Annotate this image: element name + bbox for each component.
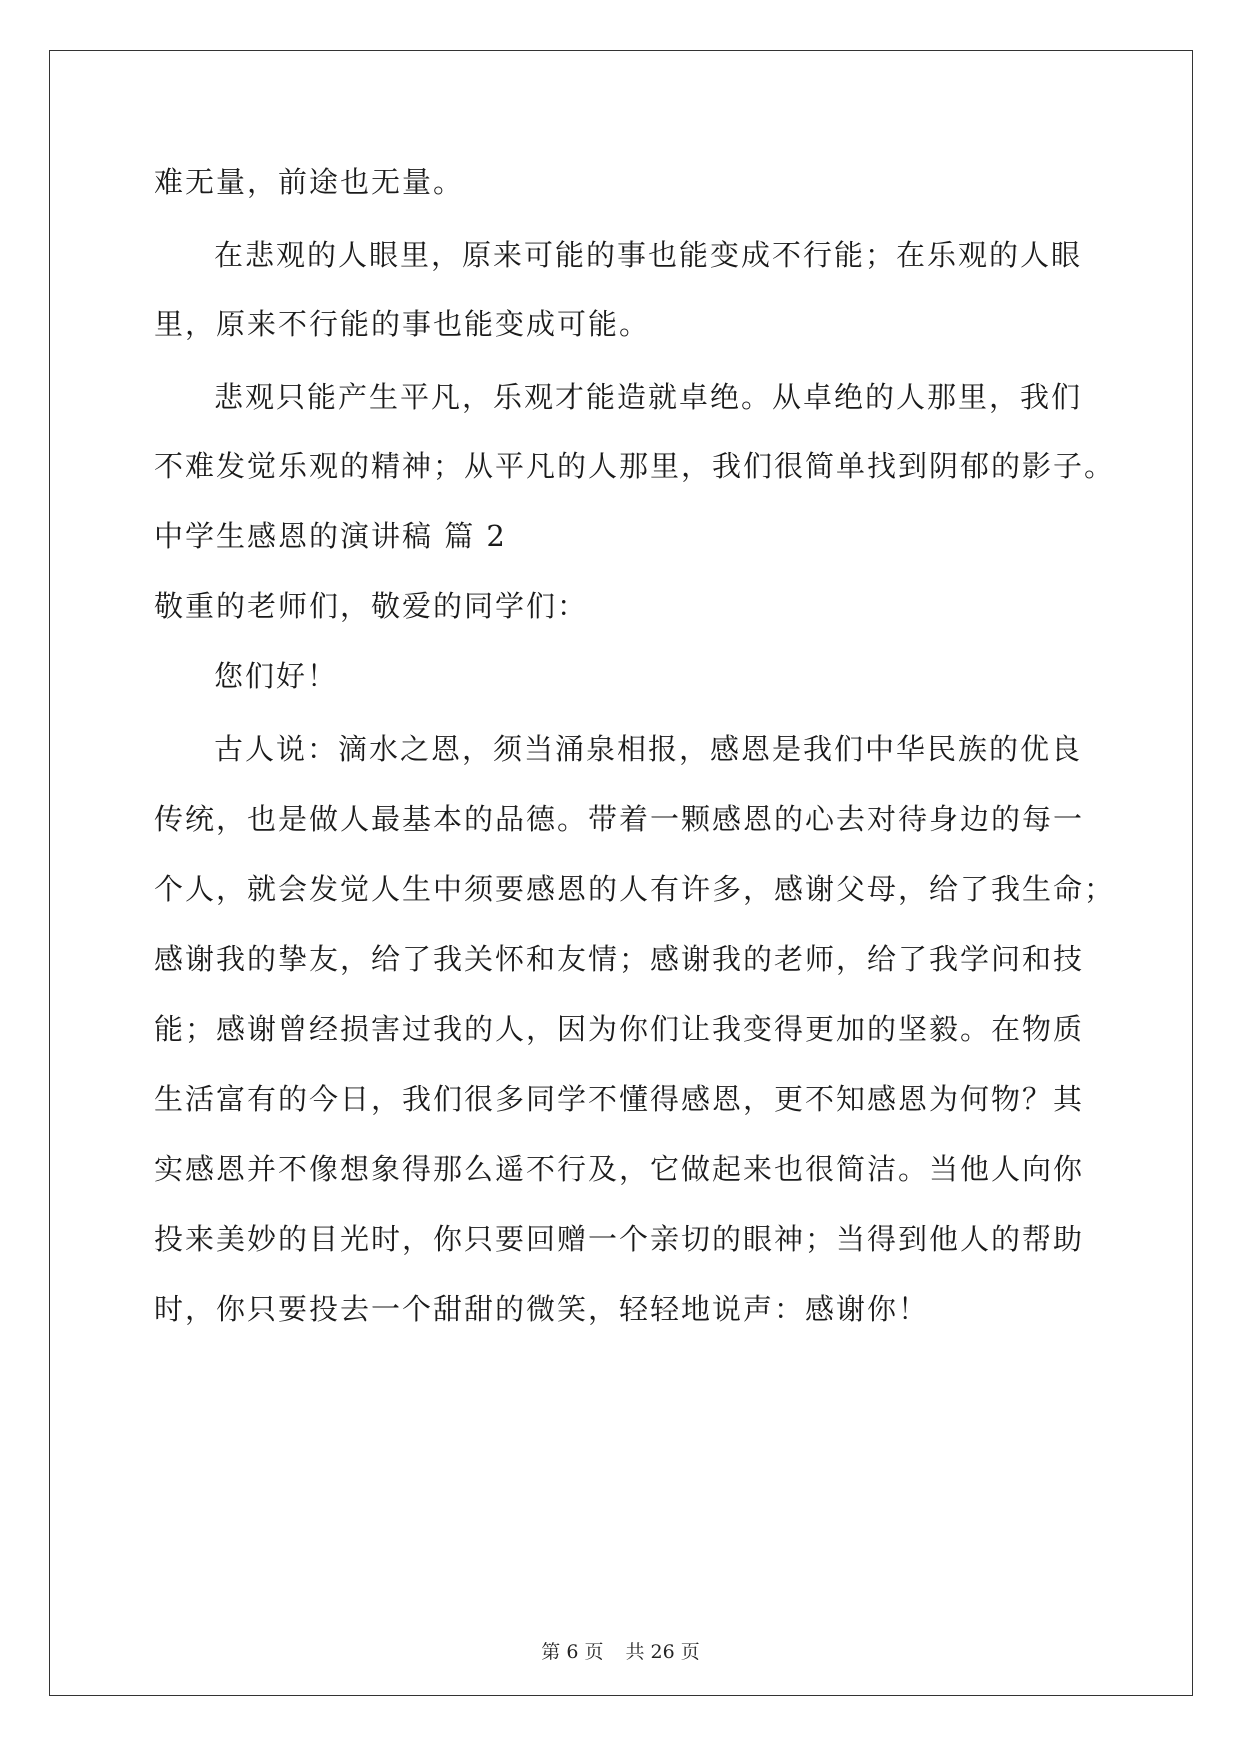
text-line: 投来美妙的目光时，你只要回赠一个亲切的眼神；当得到他人的帮助 bbox=[154, 1222, 1085, 1256]
text-line: 传统，也是做人最基本的品德。带着一颗感恩的心去对待身边的每一 bbox=[154, 802, 1085, 836]
text-line: 时，你只要投去一个甜甜的微笑，轻轻地说声：感谢你！ bbox=[154, 1292, 930, 1326]
text-line: 中学生感恩的演讲稿 篇 2 bbox=[154, 519, 507, 553]
text-line: 您们好！ bbox=[214, 659, 339, 693]
text-line: 悲观只能产生平凡，乐观才能造就卓绝。从卓绝的人那里，我们 bbox=[214, 380, 1083, 414]
text-line: 个人，就会发觉人生中须要感恩的人有许多，感谢父母，给了我生命； bbox=[154, 872, 1116, 906]
text-line: 在悲观的人眼里，原来可能的事也能变成不行能；在乐观的人眼 bbox=[214, 238, 1083, 272]
text-line: 里，原来不行能的事也能变成可能。 bbox=[154, 307, 651, 341]
text-line: 生活富有的今日，我们很多同学不懂得感恩，更不知感恩为何物？其 bbox=[154, 1082, 1085, 1116]
text-line: 不难发觉乐观的精神；从平凡的人那里，我们很简单找到阴郁的影子。 bbox=[154, 449, 1116, 483]
page-footer bbox=[0, 1640, 1241, 1664]
page-number: 第 6 页 bbox=[541, 1641, 604, 1663]
text-line: 能；感谢曾经损害过我的人，因为你们让我变得更加的坚毅。在物质 bbox=[154, 1012, 1085, 1046]
text-line: 难无量，前途也无量。 bbox=[154, 165, 465, 199]
text-line: 敬重的老师们，敬爱的同学们： bbox=[154, 589, 589, 623]
text-line: 古人说：滴水之恩，须当涌泉相报，感恩是我们中华民族的优良 bbox=[214, 732, 1083, 766]
text-line: 感谢我的挚友，给了我关怀和友情；感谢我的老师，给了我学问和技 bbox=[154, 942, 1085, 976]
text-line: 实感恩并不像想象得那么遥不行及，它做起来也很简洁。当他人向你 bbox=[154, 1152, 1085, 1186]
page-total: 共 26 页 bbox=[625, 1641, 700, 1663]
